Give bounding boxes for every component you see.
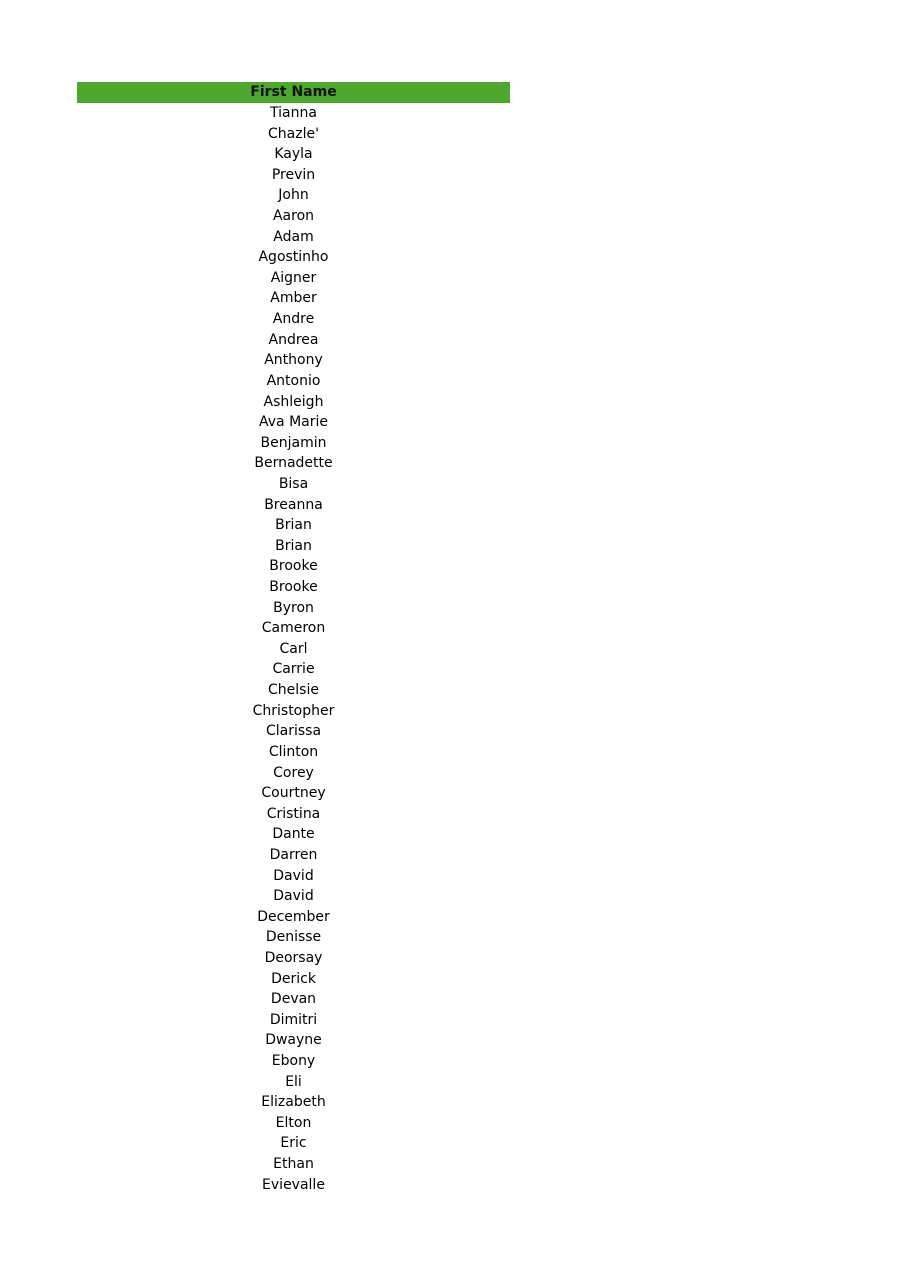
- first-name-cell[interactable]: Agostinho: [258, 249, 329, 266]
- first-name-cell[interactable]: David: [273, 867, 314, 884]
- first-name-cell[interactable]: Carl: [279, 640, 308, 657]
- first-name-cell[interactable]: Previn: [271, 166, 316, 183]
- first-name-cell[interactable]: Adam: [273, 228, 314, 245]
- first-name-cell[interactable]: Andre: [272, 311, 315, 328]
- first-name-cell[interactable]: Dimitri: [269, 1011, 318, 1028]
- first-name-cell[interactable]: Clarissa: [265, 723, 322, 740]
- first-name-cell[interactable]: Benjamin: [260, 434, 327, 451]
- first-name-cell[interactable]: Ava Marie: [259, 414, 328, 431]
- first-name-cell[interactable]: Darren: [269, 846, 318, 863]
- first-name-cell[interactable]: Chazle': [268, 125, 319, 142]
- first-name-cell[interactable]: Corey: [273, 764, 314, 781]
- spreadsheet-table: [77, 82, 510, 1195]
- first-name-cell[interactable]: Clinton: [268, 743, 319, 760]
- first-name-cell[interactable]: Andrea: [268, 331, 319, 348]
- first-name-cell[interactable]: Anthony: [264, 352, 323, 369]
- first-name-cell[interactable]: Kayla: [274, 146, 313, 163]
- first-name-cell[interactable]: Brian: [275, 517, 312, 534]
- first-name-cell[interactable]: Tianna: [270, 105, 317, 121]
- first-name-cell[interactable]: Antonio: [266, 372, 321, 389]
- first-name-cell[interactable]: Chelsie: [268, 682, 319, 699]
- first-name-cell[interactable]: Cameron: [261, 620, 326, 637]
- first-name-cell[interactable]: Brooke: [269, 579, 318, 596]
- first-name-cell[interactable]: John: [278, 187, 309, 204]
- first-name-cell[interactable]: Elton: [275, 1114, 312, 1131]
- first-name-cell[interactable]: Byron: [273, 599, 314, 616]
- first-name-cell[interactable]: Ashleigh: [263, 393, 324, 410]
- first-name-cell[interactable]: Eric: [280, 1135, 307, 1152]
- first-name-cell[interactable]: Aaron: [272, 208, 315, 225]
- first-name-cell[interactable]: Aigner: [270, 269, 317, 286]
- first-name-cell[interactable]: Courtney: [261, 785, 326, 802]
- first-name-cell[interactable]: Bernadette: [254, 455, 333, 472]
- first-name-column-header[interactable]: First Name: [77, 82, 510, 103]
- first-name-cell[interactable]: Breanna: [264, 496, 323, 513]
- first-name-cell[interactable]: Dante: [272, 826, 315, 843]
- first-name-cell[interactable]: Ethan: [273, 1156, 314, 1173]
- first-name-cell[interactable]: Deorsay: [264, 949, 323, 966]
- first-name-cell[interactable]: Carrie: [272, 661, 315, 678]
- first-name-cell[interactable]: Dwayne: [265, 1032, 322, 1049]
- first-name-cell[interactable]: Amber: [270, 290, 317, 307]
- first-name-cell[interactable]: Bisa: [278, 475, 309, 492]
- first-name-cell[interactable]: Brian: [275, 537, 312, 554]
- first-name-cell[interactable]: Devan: [270, 991, 317, 1008]
- first-name-cell[interactable]: Evievalle: [262, 1176, 325, 1193]
- first-name-list: [77, 103, 510, 1195]
- first-name-cell[interactable]: Elizabeth: [261, 1094, 326, 1111]
- first-name-cell[interactable]: Derick: [271, 970, 316, 987]
- first-name-cell[interactable]: Denisse: [265, 929, 322, 946]
- first-name-cell[interactable]: Brooke: [269, 558, 318, 575]
- first-name-cell[interactable]: David: [273, 888, 314, 905]
- first-name-cell[interactable]: December: [257, 908, 330, 925]
- first-name-cell[interactable]: Eli: [285, 1073, 302, 1090]
- first-name-cell[interactable]: Christopher: [252, 702, 335, 719]
- first-name-cell[interactable]: Cristina: [266, 805, 321, 822]
- first-name-cell[interactable]: Ebony: [271, 1053, 316, 1070]
